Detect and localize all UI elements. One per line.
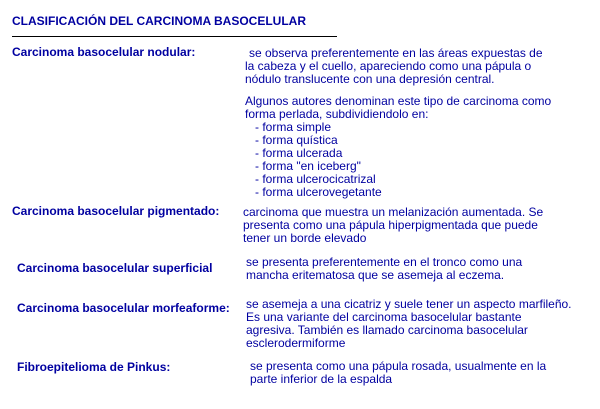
desc-line: la cabeza y el cuello, apareciendo como una pápula o <box>245 59 532 73</box>
term-pigmentado: Carcinoma basocelular pigmentado: <box>12 204 220 218</box>
desc-line: se asemeja a una cicatriz y suele tener un aspecto marfileño. <box>246 297 572 311</box>
title-underline <box>12 36 337 37</box>
term-nodular: Carcinoma basocelular nodular: <box>12 45 196 59</box>
term-superficial: Carcinoma basocelular superficial <box>17 261 213 275</box>
desc-pigmentado <box>243 206 543 245</box>
desc-morfeaforme <box>246 298 572 350</box>
term-morfeaforme: Carcinoma basocelular morfeaforme: <box>17 301 230 315</box>
desc-line: forma perlada, subdividiendolo en: <box>245 107 429 121</box>
desc-line: se presenta preferentemente en el tronco como una <box>246 255 523 269</box>
subtype-item: - forma ulcerocicatrizal <box>255 172 376 186</box>
subtype-item: - forma ulcerovegetante <box>255 185 382 199</box>
desc-pinkus <box>250 360 546 386</box>
desc-line: se presenta como una pápula rosada, usualmente en la <box>250 359 547 373</box>
page-title: CLASIFICACIÓN DEL CARCINOMA BASOCELULAR <box>12 14 306 28</box>
desc-line: tener un borde elevado <box>243 231 367 245</box>
desc-line: presenta como una pápula hiperpigmentada que puede <box>243 218 538 232</box>
subtype-item: - forma "en iceberg" <box>255 159 361 173</box>
subtype-item: - forma quística <box>255 133 338 147</box>
desc-line: nódulo translucente con una depresión central. <box>245 72 495 86</box>
desc-line: agresiva. También es llamado carcinoma basocelular <box>246 323 528 337</box>
desc-superficial <box>246 256 522 282</box>
desc-line: se observa preferentemente en las áreas expuestas de <box>249 46 543 60</box>
desc-line: mancha eritematosa que se asemeja al eczema. <box>246 268 505 282</box>
subtype-item: - forma simple <box>255 120 332 134</box>
desc-nodular-extra <box>245 95 551 199</box>
desc-line: esclerodermiforme <box>246 336 346 350</box>
desc-nodular <box>245 47 543 86</box>
desc-line: Algunos autores denominan este tipo de carcinoma como <box>245 94 552 108</box>
term-pinkus: Fibroepitelioma de Pinkus: <box>17 360 171 374</box>
desc-line: carcinoma que muestra un melanización aumentada. Se <box>243 205 544 219</box>
desc-line: Es una variante del carcinoma basocelular bastante <box>246 310 522 324</box>
subtype-list <box>245 121 551 199</box>
desc-line: parte inferior de la espalda <box>250 372 393 386</box>
subtype-item: - forma ulcerada <box>255 146 343 160</box>
